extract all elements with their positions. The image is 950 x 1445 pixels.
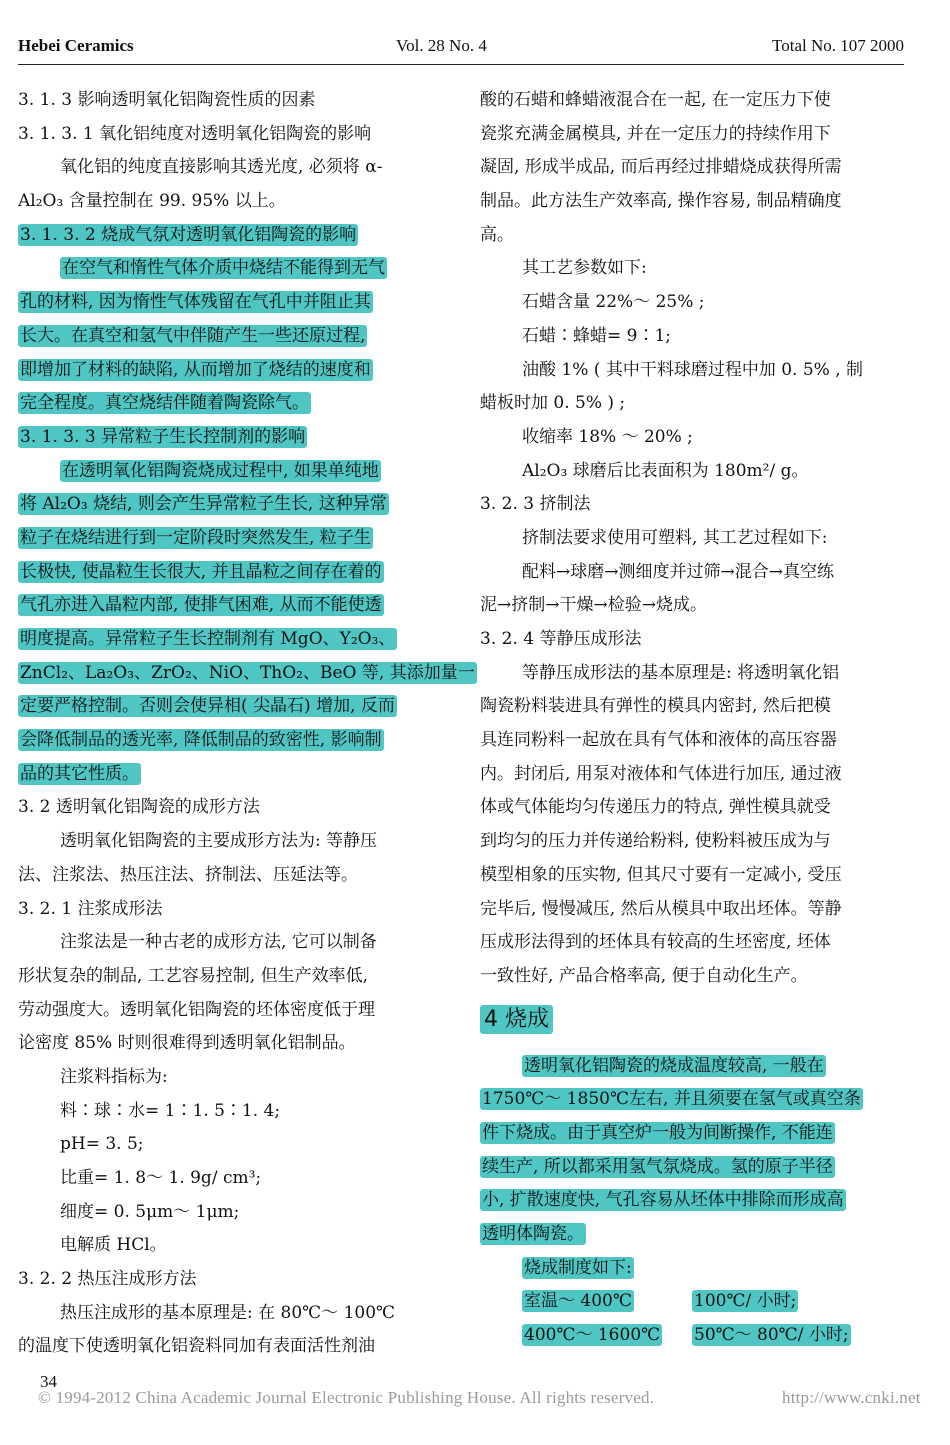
right-text-line <box>480 724 906 758</box>
left-text-line <box>18 421 444 455</box>
text-line: 注浆料指标为: <box>60 1066 168 1087</box>
right-text-line <box>480 893 906 927</box>
left-text-line <box>18 252 444 286</box>
left-text-line <box>18 791 444 825</box>
text-line: 制品。此方法生产效率高, 操作容易, 制品精确度 <box>480 191 842 212</box>
text-line: 将 Al₂O₃ 烧结, 则会产生异常粒子生长, 这种异常 <box>20 494 387 515</box>
text-line: 泥→挤制→干燥→检验→烧成。 <box>480 595 707 616</box>
section-4-text-line <box>480 1050 906 1084</box>
left-text-line <box>18 589 444 623</box>
schedule-temp-range <box>522 1319 692 1353</box>
schedule-row <box>480 1285 906 1319</box>
running-header <box>18 36 904 62</box>
text-line: 会降低制品的透光率, 降低制品的致密性, 影响制 <box>20 730 382 751</box>
text-line: 在空气和惰性气体介质中烧结不能得到无气 <box>62 258 385 279</box>
text-line: 高。 <box>480 224 514 245</box>
text-line: 品的其它性质。 <box>20 763 139 784</box>
left-text-line <box>18 758 444 792</box>
left-text-line <box>18 1061 444 1095</box>
left-text-line <box>18 219 444 253</box>
text-line: 法、注浆法、热压注法、挤制法、压延法等。 <box>18 864 358 885</box>
left-text-line <box>18 1027 444 1061</box>
text-line: 模型相象的压实物, 但其尺寸要有一定减小, 受压 <box>480 864 842 885</box>
text-line: 氧化铝的纯度直接影响其透光度, 必须将 α- <box>60 157 383 178</box>
right-text-line <box>480 859 906 893</box>
text-line: 定要严格控制。否则会使异相( 尖晶石) 增加, 反而 <box>20 696 395 717</box>
section-4-text-line <box>480 1117 906 1151</box>
text-line: 长极快, 使晶粒生长很大, 并且晶粒之间存在着的 <box>20 561 382 582</box>
left-text-line <box>18 1196 444 1230</box>
copyright-text: © 1994-2012 China Academic Journal Electronic Publishing House. All rights reserved. <box>38 1388 655 1407</box>
section-4-heading <box>480 998 906 1042</box>
right-text-line <box>480 825 906 859</box>
volume-issue: Vol. 28 No. 4 <box>396 36 487 55</box>
right-text-line <box>480 320 906 354</box>
text-line: 等静压成形法的基本原理是: 将透明氧化铝 <box>522 662 840 683</box>
left-text-line <box>18 893 444 927</box>
total-issue-year: Total No. 107 2000 <box>772 36 904 55</box>
right-text-line <box>480 926 906 960</box>
text-line: 热压注成形的基本原理是: 在 80℃～ 100℃ <box>60 1302 396 1323</box>
section-4-body <box>480 1050 906 1286</box>
section-4-text-line <box>480 1218 906 1252</box>
journal-name: Hebei Ceramics <box>18 36 134 55</box>
left-text-line <box>18 1128 444 1162</box>
left-text-line <box>18 690 444 724</box>
text-line: 一致性好, 产品合格率高, 便于自动化生产。 <box>480 965 808 986</box>
right-text-line <box>480 185 906 219</box>
left-text-line <box>18 118 444 152</box>
right-text-line <box>480 84 906 118</box>
text-line: 完全程度。真空烧结伴随着陶瓷除气。 <box>20 393 309 414</box>
right-column <box>480 84 906 1353</box>
text-line: Al₂O₃ 球磨后比表面积为 180m²/ g。 <box>522 460 809 481</box>
schedule-temp-text: 400℃～ 1600℃ <box>524 1325 661 1346</box>
text-line: 透明体陶瓷。 <box>482 1224 584 1244</box>
section-4-text-line <box>480 1151 906 1185</box>
schedule-rate: 50℃～ 80℃/ 小时; <box>694 1325 849 1346</box>
right-text-line <box>480 522 906 556</box>
left-text-line <box>18 320 444 354</box>
text-line: 件下烧成。由于真空炉一般为间断操作, 不能连 <box>482 1122 833 1143</box>
text-line: 体或气体能均匀传递压力的特点, 弹性模具就受 <box>480 797 831 818</box>
text-line: 压成形法得到的坯体具有较高的生坯密度, 坯体 <box>480 932 831 953</box>
footer-url[interactable]: http://www.cnki.net <box>782 1388 921 1407</box>
left-text-line <box>18 522 444 556</box>
text-line: 续生产, 所以都采用氢气氛烧成。氢的原子半径 <box>482 1156 833 1177</box>
text-line: 石蜡含量 22%～ 25% ; <box>522 292 705 313</box>
text-line: 注浆法是一种古老的成形方法, 它可以制备 <box>60 932 377 953</box>
right-text-line <box>480 455 906 489</box>
copyright-footer <box>38 1388 921 1408</box>
text-line: 3. 2. 2 热压注成形方法 <box>18 1269 197 1290</box>
section-4-text-line <box>480 1083 906 1117</box>
left-text-line <box>18 556 444 590</box>
right-text-line <box>480 219 906 253</box>
left-text-line <box>18 387 444 421</box>
text-line: ZnCl₂、La₂O₃、ZrO₂、NiO、ThO₂、BeO 等, 其添加量一 <box>20 662 475 683</box>
text-line: 3. 1. 3. 3 异常粒子生长控制剂的影响 <box>20 426 306 447</box>
left-text-line <box>18 455 444 489</box>
text-line: 透明氧化铝陶瓷的主要成形方法为: 等静压 <box>60 831 378 852</box>
right-text-line <box>480 252 906 286</box>
text-line: 3. 2 透明氧化铝陶瓷的成形方法 <box>18 797 260 818</box>
left-text-line <box>18 84 444 118</box>
text-line: 瓷浆充满金属模具, 并在一定压力的持续作用下 <box>480 123 831 144</box>
text-line: 电解质 HCl。 <box>60 1235 167 1256</box>
left-text-line <box>18 859 444 893</box>
text-line: 论密度 85% 时则很难得到透明氧化铝制品。 <box>18 1033 356 1054</box>
text-line: 料∶球∶水= 1∶1. 5∶1. 4; <box>60 1100 281 1121</box>
left-text-line <box>18 623 444 657</box>
text-line: 内。封闭后, 用泵对液体和气体进行加压, 通过液 <box>480 763 842 784</box>
text-line: 3. 1. 3. 2 烧成气氛对透明氧化铝陶瓷的影响 <box>20 224 357 245</box>
left-text-line <box>18 926 444 960</box>
text-line: 劳动强度大。透明氧化铝陶瓷的坯体密度低于理 <box>18 999 375 1020</box>
section-4-text-line <box>480 1184 906 1218</box>
left-text-line <box>18 960 444 994</box>
left-text-line <box>18 1330 444 1364</box>
text-line: 3. 2. 4 等静压成形法 <box>480 629 642 649</box>
schedule-row <box>480 1319 906 1353</box>
page-number: 34 <box>40 1372 57 1391</box>
text-line: 即增加了材料的缺陷, 从而增加了烧结的速度和 <box>20 359 371 380</box>
left-text-line <box>18 151 444 185</box>
text-line: 凝固, 形成半成品, 而后再经过排蜡烧成获得所需 <box>480 157 842 178</box>
right-text-line <box>480 657 906 691</box>
text-line: 1750℃～ 1850℃左右, 并且须要在氢气或真空条 <box>482 1089 861 1110</box>
left-text-line <box>18 488 444 522</box>
left-text-line <box>18 994 444 1028</box>
text-line: 明度提高。异常粒子生长控制剂有 MgO、Y₂O₃、 <box>20 629 396 649</box>
text-line: 收缩率 18% ～ 20% ; <box>522 426 693 447</box>
right-column-top-text <box>480 84 906 994</box>
right-text-line <box>480 151 906 185</box>
header-rule <box>18 64 904 65</box>
right-text-line <box>480 960 906 994</box>
left-text-line <box>18 1263 444 1297</box>
text-line: 挤制法要求使用可塑料, 其工艺过程如下: <box>522 527 828 548</box>
right-text-line <box>480 387 906 421</box>
text-line: 3. 1. 3. 1 氧化铝纯度对透明氧化铝陶瓷的影响 <box>18 123 372 144</box>
text-line: 油酸 1% ( 其中干料球磨过程中加 0. 5% , 制 <box>522 359 864 380</box>
text-line: 孔的材料, 因为惰性气体残留在气孔中并阻止其 <box>20 292 371 313</box>
left-text-line <box>18 1229 444 1263</box>
firing-schedule <box>480 1285 906 1352</box>
text-line: 透明氧化铝陶瓷的烧成温度较高, 一般在 <box>524 1055 824 1076</box>
text-line: 形状复杂的制品, 工艺容易控制, 但生产效率低, <box>18 965 369 986</box>
left-text-line <box>18 825 444 859</box>
text-line: 的温度下使透明氧化铝瓷料同加有表面活性剂油 <box>18 1336 375 1357</box>
section-4-title: 4 烧成 <box>480 1005 553 1034</box>
text-line: pH= 3. 5; <box>60 1134 144 1155</box>
text-line: 酸的石蜡和蜂蜡液混合在一起, 在一定压力下使 <box>480 90 831 110</box>
text-line: 完毕后, 慢慢减压, 然后从模具中取出坯体。等静 <box>480 898 842 919</box>
right-text-line <box>480 421 906 455</box>
right-text-line <box>480 354 906 388</box>
right-text-line <box>480 623 906 657</box>
text-line: 到均匀的压力并传递给粉料, 使粉料被压成为与 <box>480 831 831 852</box>
section-4-text-line <box>480 1252 906 1286</box>
left-text-line <box>18 1297 444 1331</box>
text-line: 细度= 0. 5μm～ 1μm; <box>60 1201 240 1222</box>
left-column <box>18 84 475 1364</box>
right-text-line <box>480 690 906 724</box>
right-text-line <box>480 791 906 825</box>
text-line: 3. 1. 3 影响透明氧化铝陶瓷性质的因素 <box>18 90 316 110</box>
text-line: 具连同粉料一起放在具有气体和液体的高压容器 <box>480 730 837 751</box>
text-line: 气孔亦进入晶粒内部, 使排气困难, 从而不能使透 <box>20 595 382 616</box>
schedule-rate: 100℃/ 小时; <box>694 1291 797 1312</box>
text-line: 小, 扩散速度快, 气孔容易从坯体中排除而形成高 <box>482 1190 844 1211</box>
schedule-temp-text: 室温～ 400℃ <box>524 1291 632 1312</box>
text-line: 陶瓷粉料装进具有弹性的模具内密封, 然后把模 <box>480 696 831 717</box>
text-line: 配料→球磨→测细度并过筛→混合→真空练 <box>522 561 834 582</box>
left-text-line <box>18 724 444 758</box>
right-text-line <box>480 589 906 623</box>
text-line: 比重= 1. 8～ 1. 9g/ cm³; <box>60 1168 262 1188</box>
right-text-line <box>480 556 906 590</box>
text-line: 长大。在真空和氢气中伴随产生一些还原过程, <box>20 325 366 346</box>
right-text-line <box>480 488 906 522</box>
schedule-temp-range <box>522 1285 692 1319</box>
text-line: 粒子在烧结进行到一定阶段时突然发生, 粒子生 <box>20 527 371 548</box>
left-text-line <box>18 1162 444 1196</box>
right-text-line <box>480 286 906 320</box>
text-line: 其工艺参数如下: <box>522 258 647 279</box>
text-line: 在透明氧化铝陶瓷烧成过程中, 如果单纯地 <box>62 460 379 481</box>
right-text-line <box>480 118 906 152</box>
text-line: 石蜡∶蜂蜡= 9∶1; <box>522 325 672 346</box>
right-text-line <box>480 758 906 792</box>
left-text-line <box>18 1095 444 1129</box>
left-text-line <box>18 185 444 219</box>
left-text-line <box>18 657 475 691</box>
text-line: Al₂O₃ 含量控制在 99. 95% 以上。 <box>18 191 286 212</box>
left-text-line <box>18 286 444 320</box>
text-line: 烧成制度如下: <box>524 1257 632 1278</box>
text-line: 蜡板时加 0. 5% ) ; <box>480 393 626 414</box>
left-text-line <box>18 354 444 388</box>
text-line: 3. 2. 3 挤制法 <box>480 494 591 515</box>
text-line: 3. 2. 1 注浆成形法 <box>18 898 163 919</box>
